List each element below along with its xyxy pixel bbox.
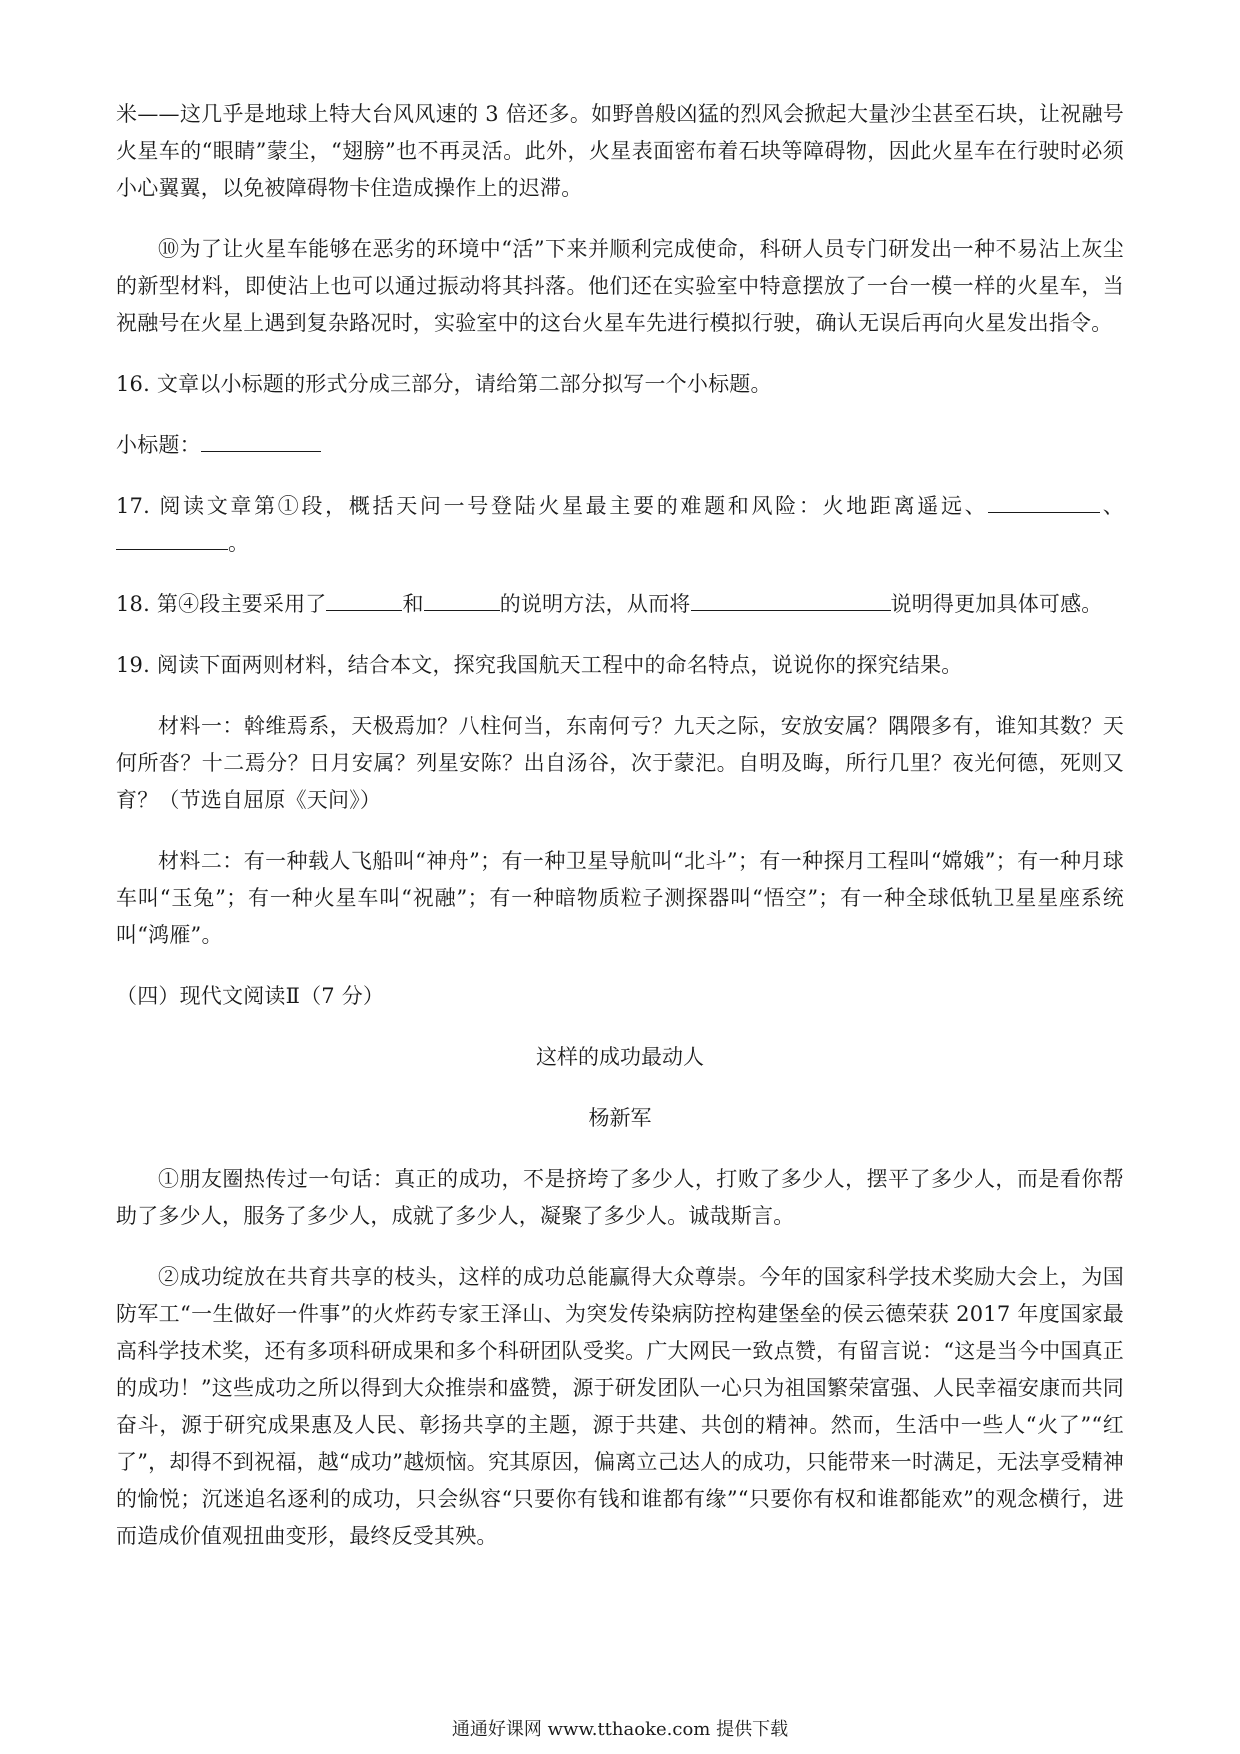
question-18-mid: 的说明方法，从而将 — [499, 592, 691, 616]
answer-blank[interactable] — [424, 588, 500, 611]
question-18-and: 和 — [402, 592, 424, 616]
answer-blank[interactable] — [988, 490, 1100, 513]
page-footer: 通通好课网 www.tthaoke.com 提供下载 — [451, 1719, 789, 1740]
answer-blank[interactable] — [116, 527, 228, 550]
answer-blank[interactable] — [201, 429, 321, 452]
question-17-prefix: 17. 阅读文章第①段，概括天问一号登陆火星最主要的难题和风险：火地距离遥远、 — [116, 494, 989, 518]
material-2: 材料二：有一种载人飞船叫“神舟”；有一种卫星导航叫“北斗”；有一种探月工程叫“嫦娥”；有一种月球车叫“玉兔”；有一种火星车叫“祝融”；有一种暗物质粒子测探器叫“悟空”；有一种全球低轨卫星星座系统叫“鸿雁”。 — [116, 849, 1124, 947]
question-17-separator: 、 — [1100, 494, 1124, 518]
question-16-answer-line — [116, 427, 1124, 464]
answer-blank[interactable] — [326, 588, 402, 611]
question-17 — [116, 488, 1124, 562]
question-17-end: 。 — [228, 531, 250, 555]
subtitle-label: 小标题： — [116, 433, 201, 457]
article-paragraph-2: ②成功绽放在共育共享的枝头，这样的成功总能赢得大众尊崇。今年的国家科学技术奖励大会上，为国防军工“一生做好一件事”的火炸药专家王泽山、为突发传染病防控构建堡垒的侯云德荣获 2017 年度国家最高科学技术奖，还有多项科研成果和多个科研团队受奖。广大网民一致点赞，有留言说：“这是当今中国真正的成功！”这些成功之所以得到大众推崇和盛赞，源于研发团队一心只为祖国繁荣富强、人民幸福安康而共同奋斗，源于研究成果惠及人民、彰扬共享的主题，源于共建、共创的精神。然而，生活中一些人“火了”“红了”，却得不到祝福，越“成功”越烦恼。究其原因，偏离立己达人的成功，只能带来一时满足，无法享受精神的愉悦；沉迷追名逐利的成功，只会纵容“只要你有钱和谁都有缘”“只要你有权和谁都能欢”的观念横行，进而造成价值观扭曲变形，最终反受其殃。 — [116, 1265, 1125, 1548]
question-18 — [116, 586, 1124, 623]
question-19: 19. 阅读下面两则材料，结合本文，探究我国航天工程中的命名特点，说说你的探究结果。 — [116, 653, 963, 677]
question-16: 16. 文章以小标题的形式分成三部分，请给第二部分拟写一个小标题。 — [116, 372, 772, 396]
paragraph-10: ⑩为了让火星车能够在恶劣的环境中“活”下来并顺利完成使命，科研人员专门研发出一种不易沾上灰尘的新型材料，即使沾上也可以通过振动将其抖落。他们还在实验室中特意摆放了一台一模一样的火星车，当祝融号在火星上遇到复杂路况时，实验室中的这台火星车先进行模拟行驶，确认无误后再向火星发出指令。 — [116, 237, 1124, 335]
paragraph-9-continued: 米——这几乎是地球上特大台风风速的 3 倍还多。如野兽般凶猛的烈风会掀起大量沙尘甚至石块，让祝融号火星车的“眼睛”蒙尘，“翅膀”也不再灵活。此外，火星表面密布着石块等障碍物，因此火星车在行驶时必须小心翼翼，以免被障碍物卡住造成操作上的迟滞。 — [116, 102, 1124, 200]
material-1: 材料一：斡维焉系，天极焉加？八柱何当，东南何亏？九天之际，安放安属？隅隈多有，谁知其数？天何所沓？十二焉分？日月安属？列星安陈？出自汤谷，次于蒙汜。自明及晦，所行几里？夜光何德，死则又育？（节选自屈原《天问》） — [116, 714, 1124, 812]
answer-blank[interactable] — [691, 588, 891, 611]
article-paragraph-1: ①朋友圈热传过一句话：真正的成功，不是挤垮了多少人，打败了多少人，摆平了多少人，而是看你帮助了多少人，服务了多少人，成就了多少人，凝聚了多少人。诚哉斯言。 — [116, 1167, 1124, 1228]
article-title: 这样的成功最动人 — [536, 1045, 704, 1069]
question-18-suffix: 说明得更加具体可感。 — [890, 592, 1103, 616]
article-author: 杨新军 — [588, 1106, 652, 1130]
question-18-prefix: 18. 第④段主要采用了 — [116, 592, 327, 616]
section-heading: （四）现代文阅读Ⅱ（7 分） — [116, 984, 385, 1008]
page-content — [116, 96, 1124, 1579]
